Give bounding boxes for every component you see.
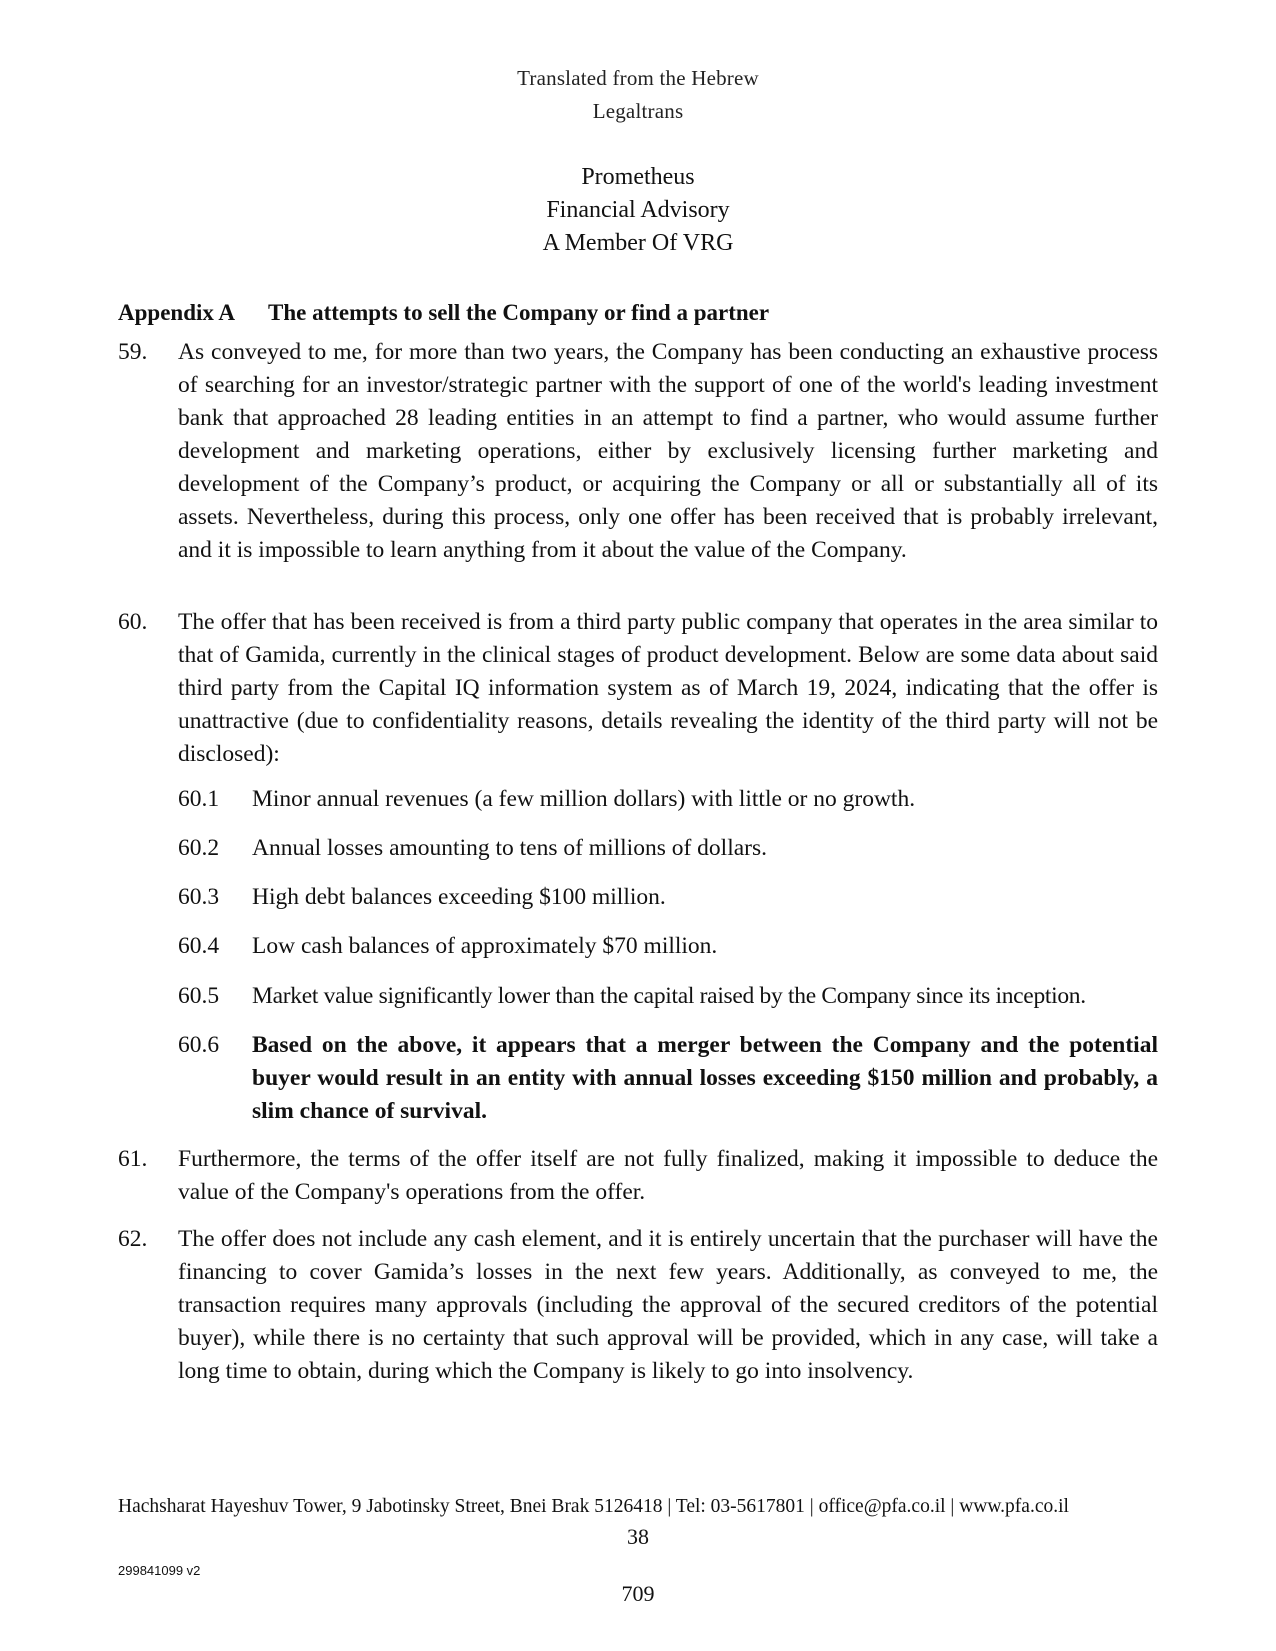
subparagraph-number: 60.4 bbox=[178, 933, 220, 959]
paragraph-text: Furthermore, the terms of the offer itself are not fully finalized, making it impossible to deduce the value of the Company's operations from the offer. bbox=[178, 1146, 1158, 1205]
paragraph-number: 62. bbox=[118, 1226, 148, 1252]
subparagraph-text: Annual losses amounting to tens of millions of dollars. bbox=[252, 835, 768, 861]
subparagraph-text: Low cash balances of approximately $70 million. bbox=[252, 933, 718, 959]
subparagraph-number: 60.6 bbox=[178, 1032, 220, 1058]
paragraph-60 bbox=[118, 606, 1158, 771]
paragraph-59 bbox=[118, 336, 1158, 567]
subparagraph-60-1 bbox=[178, 783, 1158, 816]
subparagraph-text: Based on the above, it appears that a merger between the Company and the potential buyer would result in an entity with annual losses exceeding $150 million and probably, a slim chance of survival. bbox=[252, 1032, 1158, 1124]
paragraph-text: The offer that has been received is from a third party public company that operates in the area similar to that of Gamida, currently in the clinical stages of product development. Below are some data about said third party from the Capital IQ information system as of March 19, 2024, indicating that the offer is unattractive (due to confidentiality reasons, details revealing the identity of the third party will not be disclosed): bbox=[178, 609, 1158, 767]
paragraph-number: 60. bbox=[118, 609, 148, 635]
subparagraph-number: 60.2 bbox=[178, 835, 220, 861]
translation-note: Translated from the Hebrew bbox=[517, 66, 759, 90]
translation-header bbox=[0, 62, 1276, 128]
section-title: The attempts to sell the Company or find a partner bbox=[268, 300, 770, 325]
translator-name: Legaltrans bbox=[592, 99, 684, 123]
paragraph-text: The offer does not include any cash element, and it is entirely uncertain that the purchaser will have the financing to cover Gamida’s losses in the next few years. Additionally, as conveyed to me, the transaction requires many approvals (including the approval of the secured creditors of the potential buyer), while there is no certainty that such approval will be provided, which in any case, will take a long time to obtain, during which the Company is likely to go into insolvency. bbox=[178, 1226, 1158, 1384]
footer-address: Hachsharat Hayeshuv Tower, 9 Jabotinsky Street, Bnei Brak 5126418 | Tel: 03-5617801 | office@pfa.co.il | www.pfa.co.il bbox=[118, 1496, 1069, 1517]
subparagraph-60-6 bbox=[178, 1029, 1158, 1128]
document-id: 299841099 v2 bbox=[118, 1563, 201, 1578]
subparagraph-60-2 bbox=[178, 832, 1158, 865]
exhibit-page-number: 709 bbox=[621, 1581, 655, 1606]
subparagraph-text: High debt balances exceeding $100 million. bbox=[252, 884, 666, 910]
subparagraph-number: 60.1 bbox=[178, 786, 220, 812]
firm-type: Financial Advisory bbox=[546, 197, 730, 223]
subparagraph-60-3 bbox=[178, 881, 1158, 914]
section-code: Appendix A bbox=[118, 300, 235, 325]
section-heading bbox=[118, 300, 769, 326]
firm-member: A Member Of VRG bbox=[542, 230, 734, 256]
paragraph-text: As conveyed to me, for more than two years, the Company has been conducting an exhaustive process of searching for an investor/strategic partner with the support of one of the world's leading investment bank that approached 28 leading entities in an attempt to find a partner, who would assume further development and marketing operations, either by exclusively licensing further marketing and development of the Company’s product, or acquiring the Company or all or substantially all of its assets. Nevertheless, during this process, only one offer has been received that is probably irrelevant, and it is impossible to learn anything from it about the value of the Company. bbox=[178, 339, 1158, 563]
page-number: 38 bbox=[627, 1524, 649, 1549]
subparagraph-text: Minor annual revenues (a few million dollars) with little or no growth. bbox=[252, 786, 916, 812]
paragraph-number: 61. bbox=[118, 1146, 148, 1172]
subparagraph-number: 60.5 bbox=[178, 983, 220, 1009]
paragraph-62 bbox=[118, 1223, 1158, 1388]
subparagraph-60-5 bbox=[178, 980, 1158, 1013]
subparagraph-number: 60.3 bbox=[178, 884, 220, 910]
firm-name: Prometheus bbox=[581, 164, 695, 190]
paragraph-61 bbox=[118, 1143, 1158, 1209]
firm-letterhead bbox=[0, 161, 1276, 260]
subparagraph-text: Market value significantly lower than the capital raised by the Company since its inception. bbox=[252, 983, 1086, 1009]
paragraph-number: 59. bbox=[118, 339, 148, 365]
subparagraph-60-4 bbox=[178, 930, 1158, 963]
